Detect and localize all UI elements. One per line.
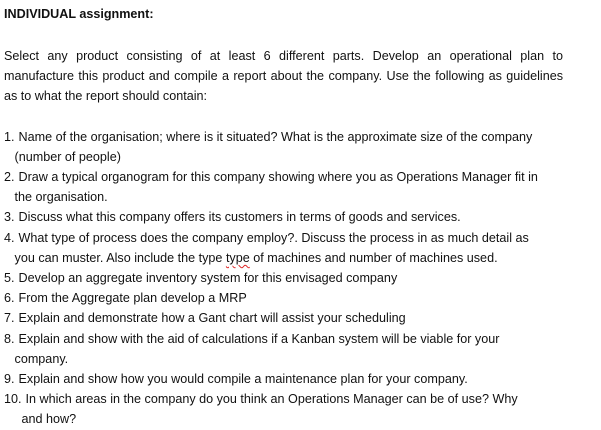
intro-paragraph: Select any product consisting of at least 6 different parts. Develop an operational plan to manufacture this product and compile a report about the company. Use the following as guidelines as to what the report should contain: bbox=[4, 49, 563, 104]
item-line: From the Aggregate plan develop a MRP bbox=[18, 291, 247, 306]
item-line-continued: (number of people) bbox=[14, 149, 121, 164]
item-text bbox=[14, 127, 563, 167]
item-text bbox=[14, 329, 563, 369]
list-item bbox=[4, 167, 563, 207]
item-number: 5. bbox=[4, 271, 15, 286]
item-line: Explain and show with the aid of calculations if a Kanban system will be viable for your bbox=[18, 331, 500, 346]
item-line: Draw a typical organogram for this company showing where you as Operations Manager fit in bbox=[18, 170, 538, 185]
list-item bbox=[4, 268, 563, 288]
item-line: Develop an aggregate inventory system for this envisaged company bbox=[18, 271, 398, 286]
item-text bbox=[19, 308, 563, 328]
spellcheck-flagged-word: type bbox=[225, 250, 250, 265]
item-line-continued bbox=[0, 248, 563, 268]
item-number: 9. bbox=[4, 372, 15, 387]
item-number: 3. bbox=[4, 210, 15, 225]
list-item bbox=[4, 127, 563, 167]
item-line-part: you can muster. Also include the type bbox=[14, 250, 226, 265]
item-text bbox=[19, 288, 563, 308]
item-text bbox=[14, 228, 563, 268]
item-line: Explain and show how you would compile a maintenance plan for your company. bbox=[18, 372, 468, 387]
list-item bbox=[4, 228, 563, 268]
item-text bbox=[19, 268, 563, 288]
item-text bbox=[19, 369, 563, 389]
item-line: Discuss what this company offers its customers in terms of goods and services. bbox=[18, 210, 461, 225]
list-item bbox=[4, 389, 563, 429]
item-number: 2. bbox=[4, 170, 15, 185]
item-number: 1. bbox=[4, 129, 15, 144]
assignment-title: INDIVIDUAL assignment: bbox=[4, 7, 154, 21]
item-number: 8. bbox=[4, 331, 15, 346]
item-line: What type of process does the company employ?. Discuss the process in as much detail as bbox=[18, 230, 529, 245]
item-number: 4. bbox=[4, 230, 15, 245]
item-line-continued: the organisation. bbox=[14, 190, 108, 205]
item-line-continued: company. bbox=[14, 351, 69, 366]
list-item bbox=[4, 329, 563, 369]
item-text bbox=[21, 389, 563, 429]
guidelines-list bbox=[4, 127, 563, 430]
item-line-part: of machines and number of machines used. bbox=[249, 250, 498, 265]
item-number: 6. bbox=[4, 291, 15, 306]
item-line: In which areas in the company do you think an Operations Manager can be of use? Why bbox=[25, 392, 518, 407]
item-number: 10. bbox=[4, 392, 22, 407]
list-item bbox=[4, 207, 563, 227]
list-item bbox=[4, 308, 563, 328]
list-item bbox=[4, 288, 563, 308]
item-line: Explain and demonstrate how a Gant chart will assist your scheduling bbox=[18, 311, 406, 326]
item-line: Name of the organisation; where is it situated? What is the approximate size of the company bbox=[18, 129, 533, 144]
item-number: 7. bbox=[4, 311, 15, 326]
item-text bbox=[19, 207, 563, 227]
list-item bbox=[4, 369, 563, 389]
item-text bbox=[14, 167, 563, 207]
item-line-continued: and how? bbox=[21, 412, 77, 427]
